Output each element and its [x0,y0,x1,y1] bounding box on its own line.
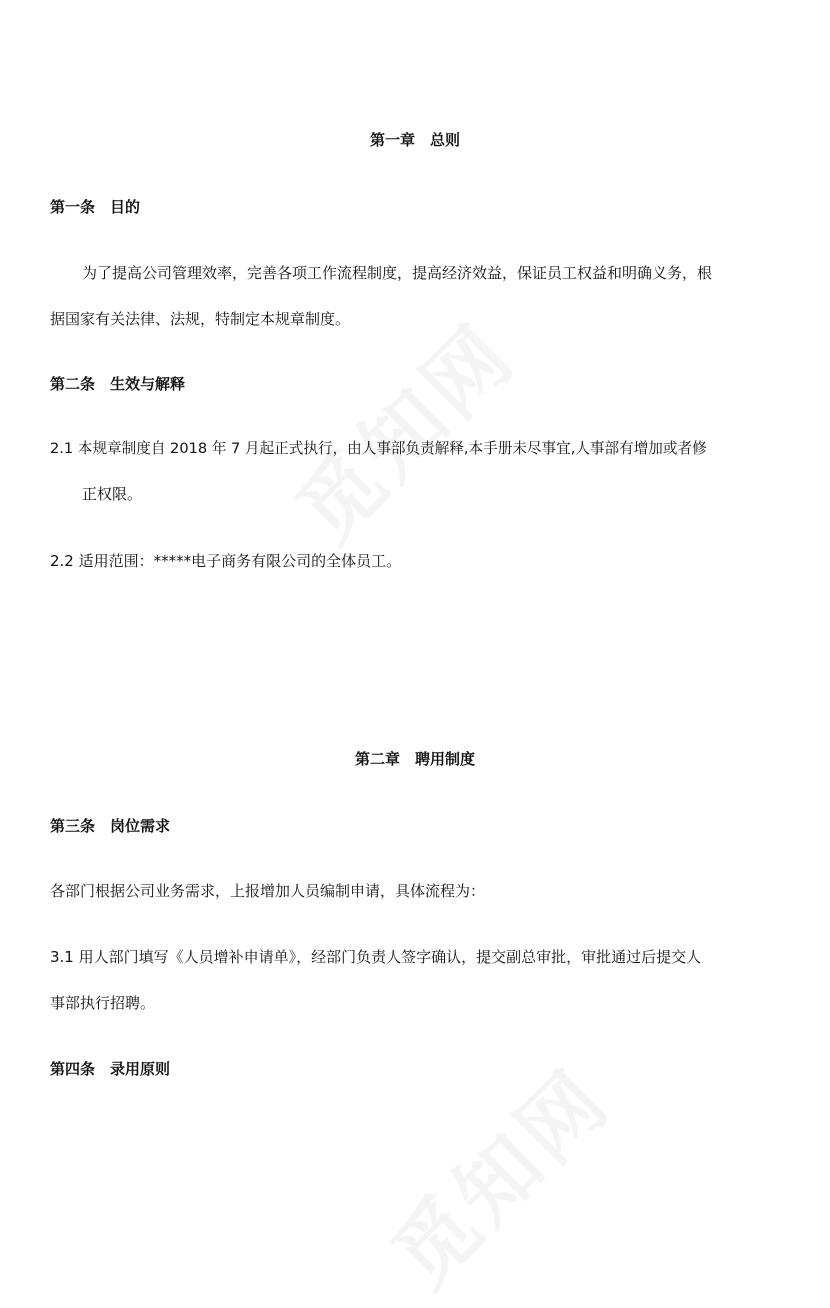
paragraph-line: 为了提高公司管理效率，完善各项工作流程制度，提高经济效益，保证员工权益和明确义务，根 [82,264,713,282]
paragraph-line: 事部执行招聘。 [50,994,156,1012]
paragraph-line: 3.1 用人部门填写《人员增补申请单》，经部门负责人签字确认，提交副总审批，审批通过后提交人 [50,948,702,966]
article-title: 第一条 目的 [50,198,141,216]
watermark [362,1039,631,1308]
chapter-title: 第二章 聘用制度 [354,750,475,768]
paragraph-line: 正权限。 [82,485,143,503]
article-title: 第三条 岗位需求 [50,817,171,835]
chapter-title: 第一章 总则 [369,131,460,149]
paragraph-line: 2.1 本规章制度自 2018 年 7 月起正式执行，由人事部负责解释,本手册未尽事宜,人事部有增加或者修 [50,440,707,457]
article-title: 第四条 录用原则 [50,1060,171,1078]
article-title: 第二条 生效与解释 [50,375,186,393]
paragraph-line: 2.2 适用范围：*****电子商务有限公司的全体员工。 [50,552,402,570]
paragraph-line: 各部门根据公司业务需求，上报增加人员编制申请，具体流程为： [50,882,486,900]
paragraph-line: 据国家有关法律、法规，特制定本规章制度。 [50,310,351,328]
